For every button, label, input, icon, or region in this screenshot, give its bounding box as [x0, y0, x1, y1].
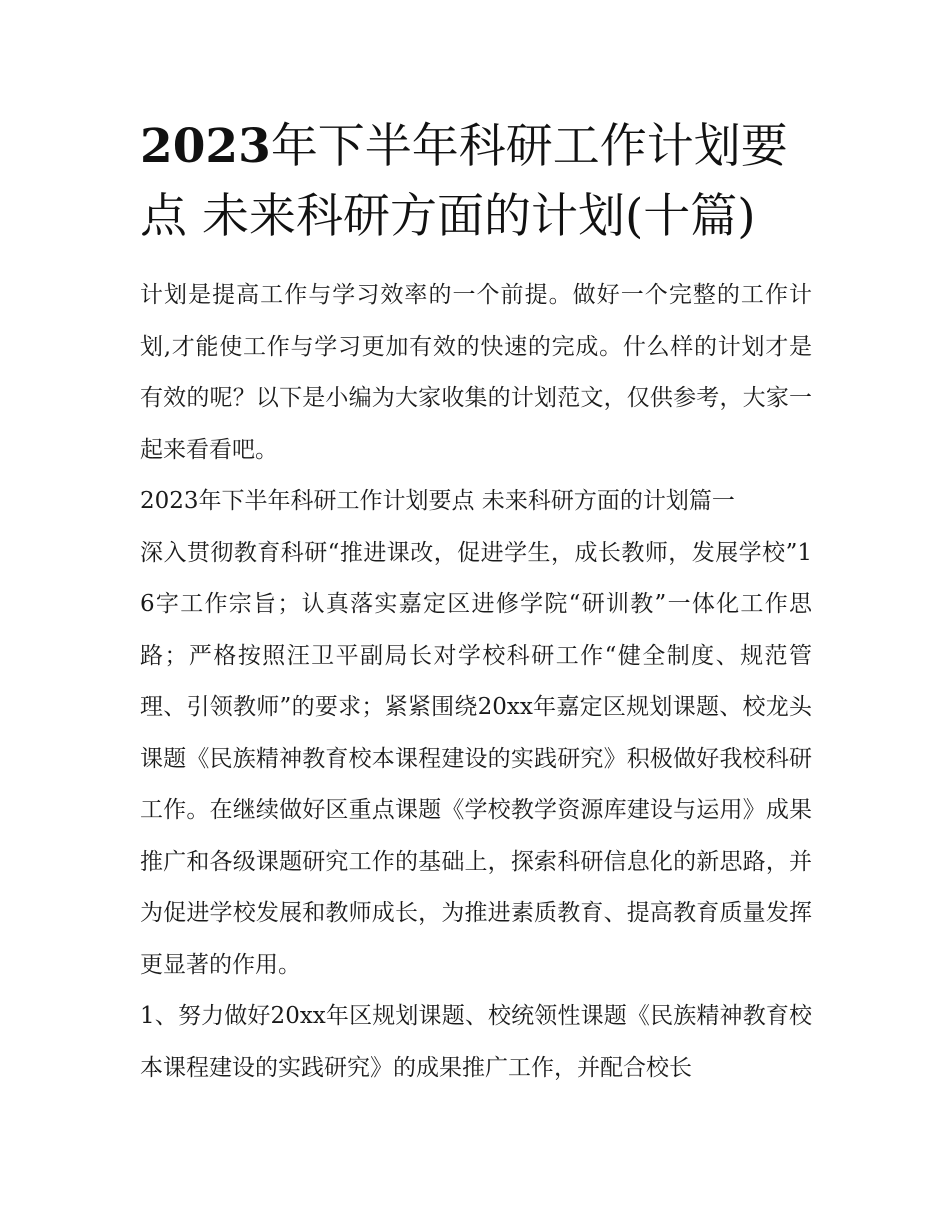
- body-paragraph: 深入贯彻教育科研“推进课改，促进学生，成长教师，发展学校”16字工作宗旨；认真落实嘉定区进修学院“研训教”一体化工作思路；严格按照汪卫平副局长对学校科研工作“健全制度、规范管理、引领教师”的要求；紧紧围绕20xx年嘉定区规划课题、校龙头课题《民族精神教育校本课程建设的实践研究》积极做好我校科研工作。在继续做好区重点课题《学校教学资源库建设与运用》成果推广和各级课题研究工作的基础上，探索科研信息化的新思路，并为促进学校发展和教师成长，为推进素质教育、提高教育质量发挥更显著的作用。: [140, 539, 812, 978]
- title-year: 2023: [140, 119, 271, 174]
- intro-paragraph: 计划是提高工作与学习效率的一个前提。做好一个完整的工作计划,才能使工作与学习更加有效的快速的完成。什么样的计划才是有效的呢？以下是小编为大家收集的计划范文，仅供参考，大家一起来看看吧。: [140, 282, 812, 463]
- document-body: [140, 112, 812, 1094]
- title-text: 年下半年科研工作计划要点 未来科研方面的计划(十篇): [140, 119, 788, 244]
- list-item-1: 1、努力做好20xx年区规划课题、校统领性课题《民族精神教育校本课程建设的实践研究》的成果推广工作，并配合校长: [140, 1003, 812, 1081]
- document-title: [140, 112, 812, 252]
- section-heading: 2023年下半年科研工作计划要点 未来科研方面的计划篇一: [140, 488, 735, 514]
